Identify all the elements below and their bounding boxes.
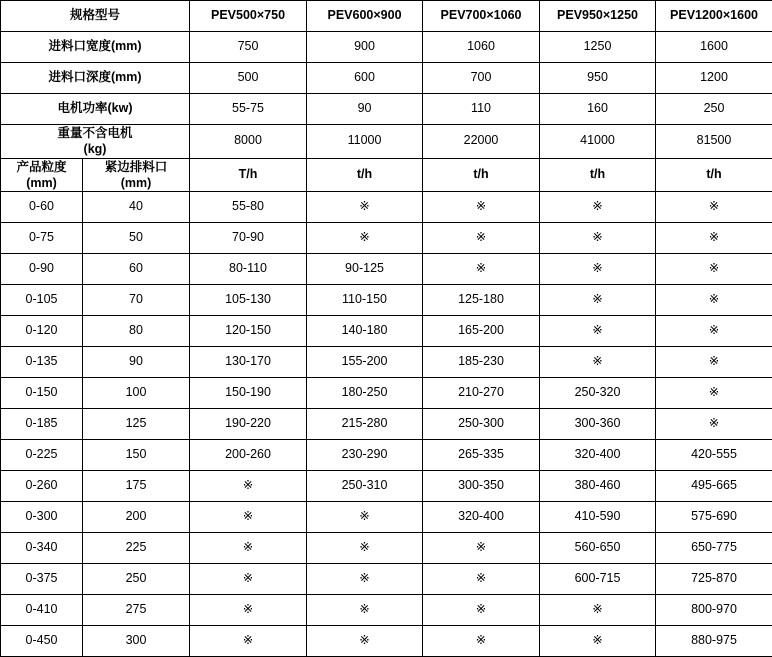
discharge-gap-value: 70 xyxy=(83,285,190,316)
table-row-feed-width xyxy=(1,32,772,63)
feed-depth-value-5: 1200 xyxy=(656,63,772,94)
capacity-cell-3: 210-270 xyxy=(423,378,540,409)
capacity-cell-1: 105-130 xyxy=(190,285,307,316)
capacity-cell-5: ※ xyxy=(656,254,772,285)
capacity-cell-3: 250-300 xyxy=(423,409,540,440)
discharge-gap-value: 80 xyxy=(83,316,190,347)
grain-size-value: 0-75 xyxy=(1,223,83,254)
capacity-cell-1: 55-80 xyxy=(190,192,307,223)
capacity-cell-5: 880-975 xyxy=(656,626,772,657)
capacity-cell-4: ※ xyxy=(540,192,656,223)
row-label-feed-width: 进料口宽度(mm) xyxy=(1,32,190,63)
capacity-cell-2: ※ xyxy=(307,502,423,533)
feed-width-value-3: 1060 xyxy=(423,32,540,63)
grain-size-header-line1: 产品粒度 xyxy=(1,159,82,175)
capacity-cell-3: ※ xyxy=(423,533,540,564)
discharge-gap-value: 50 xyxy=(83,223,190,254)
table-row xyxy=(1,347,772,378)
motor-power-value-4: 160 xyxy=(540,94,656,125)
discharge-gap-value: 125 xyxy=(83,409,190,440)
table-row xyxy=(1,502,772,533)
discharge-gap-value: 300 xyxy=(83,626,190,657)
discharge-gap-value: 200 xyxy=(83,502,190,533)
capacity-cell-3: ※ xyxy=(423,595,540,626)
grain-size-value: 0-60 xyxy=(1,192,83,223)
discharge-gap-value: 275 xyxy=(83,595,190,626)
grain-size-value: 0-375 xyxy=(1,564,83,595)
capacity-cell-1: ※ xyxy=(190,533,307,564)
table-row-motor-power xyxy=(1,94,772,125)
capacity-cell-4: 300-360 xyxy=(540,409,656,440)
table-row xyxy=(1,316,772,347)
feed-width-value-2: 900 xyxy=(307,32,423,63)
grain-size-value: 0-105 xyxy=(1,285,83,316)
capacity-cell-5: ※ xyxy=(656,223,772,254)
capacity-unit-4: t/h xyxy=(540,158,656,192)
capacity-cell-2: 140-180 xyxy=(307,316,423,347)
motor-power-value-2: 90 xyxy=(307,94,423,125)
weight-value-3: 22000 xyxy=(423,125,540,159)
discharge-gap-value: 60 xyxy=(83,254,190,285)
capacity-cell-2: 215-280 xyxy=(307,409,423,440)
discharge-gap-value: 175 xyxy=(83,471,190,502)
table-row xyxy=(1,223,772,254)
capacity-cell-1: ※ xyxy=(190,502,307,533)
capacity-cell-4: 250-320 xyxy=(540,378,656,409)
capacity-cell-2: ※ xyxy=(307,192,423,223)
feed-width-value-1: 750 xyxy=(190,32,307,63)
motor-power-value-1: 55-75 xyxy=(190,94,307,125)
capacity-cell-4: ※ xyxy=(540,595,656,626)
grain-size-value: 0-300 xyxy=(1,502,83,533)
capacity-cell-3: ※ xyxy=(423,254,540,285)
capacity-cell-2: 110-150 xyxy=(307,285,423,316)
feed-depth-value-1: 500 xyxy=(190,63,307,94)
capacity-cell-2: 230-290 xyxy=(307,440,423,471)
row-label-weight-line2: (kg) xyxy=(1,141,189,157)
capacity-cell-1: 70-90 xyxy=(190,223,307,254)
motor-power-value-5: 250 xyxy=(656,94,772,125)
capacity-cell-4: ※ xyxy=(540,626,656,657)
table-row xyxy=(1,254,772,285)
feed-depth-value-3: 700 xyxy=(423,63,540,94)
capacity-cell-1: 200-260 xyxy=(190,440,307,471)
table-row xyxy=(1,533,772,564)
discharge-gap-value: 150 xyxy=(83,440,190,471)
capacity-cell-3: ※ xyxy=(423,192,540,223)
capacity-cell-5: 650-775 xyxy=(656,533,772,564)
table-row xyxy=(1,409,772,440)
capacity-cell-1: 120-150 xyxy=(190,316,307,347)
table-row xyxy=(1,378,772,409)
table-row xyxy=(1,595,772,626)
capacity-cell-4: 320-400 xyxy=(540,440,656,471)
grain-size-value: 0-90 xyxy=(1,254,83,285)
discharge-gap-header xyxy=(83,158,190,192)
capacity-cell-5: ※ xyxy=(656,347,772,378)
motor-power-value-3: 110 xyxy=(423,94,540,125)
model-header-5: PEV1200×1600 xyxy=(656,1,772,32)
grain-size-value: 0-410 xyxy=(1,595,83,626)
table-row xyxy=(1,471,772,502)
model-header-2: PEV600×900 xyxy=(307,1,423,32)
capacity-cell-5: ※ xyxy=(656,409,772,440)
grain-size-header xyxy=(1,158,83,192)
capacity-cell-5: ※ xyxy=(656,285,772,316)
model-header-1: PEV500×750 xyxy=(190,1,307,32)
capacity-header-row xyxy=(1,158,772,192)
capacity-cell-5: 800-970 xyxy=(656,595,772,626)
table-row xyxy=(1,626,772,657)
capacity-cell-2: 155-200 xyxy=(307,347,423,378)
capacity-cell-3: ※ xyxy=(423,223,540,254)
capacity-cell-5: ※ xyxy=(656,316,772,347)
capacity-cell-5: 495-665 xyxy=(656,471,772,502)
table-row-weight xyxy=(1,125,772,159)
capacity-cell-4: ※ xyxy=(540,254,656,285)
table-header-row xyxy=(1,1,772,32)
capacity-cell-4: ※ xyxy=(540,285,656,316)
discharge-gap-value: 250 xyxy=(83,564,190,595)
grain-size-value: 0-340 xyxy=(1,533,83,564)
table-row xyxy=(1,440,772,471)
model-header-4: PEV950×1250 xyxy=(540,1,656,32)
capacity-unit-1: T/h xyxy=(190,158,307,192)
feed-width-value-4: 1250 xyxy=(540,32,656,63)
capacity-cell-3: 165-200 xyxy=(423,316,540,347)
feed-depth-value-4: 950 xyxy=(540,63,656,94)
weight-value-4: 41000 xyxy=(540,125,656,159)
feed-width-value-5: 1600 xyxy=(656,32,772,63)
capacity-cell-4: 560-650 xyxy=(540,533,656,564)
capacity-cell-4: 600-715 xyxy=(540,564,656,595)
capacity-cell-3: 125-180 xyxy=(423,285,540,316)
row-label-weight-line1: 重量不含电机 xyxy=(1,125,189,141)
capacity-cell-5: ※ xyxy=(656,378,772,409)
capacity-cell-2: ※ xyxy=(307,626,423,657)
capacity-unit-5: t/h xyxy=(656,158,772,192)
grain-size-value: 0-225 xyxy=(1,440,83,471)
capacity-cell-1: ※ xyxy=(190,595,307,626)
capacity-cell-2: 250-310 xyxy=(307,471,423,502)
discharge-gap-value: 90 xyxy=(83,347,190,378)
grain-size-value: 0-150 xyxy=(1,378,83,409)
capacity-cell-2: ※ xyxy=(307,533,423,564)
capacity-cell-4: ※ xyxy=(540,223,656,254)
capacity-cell-3: 300-350 xyxy=(423,471,540,502)
capacity-cell-1: 190-220 xyxy=(190,409,307,440)
capacity-cell-2: ※ xyxy=(307,223,423,254)
capacity-cell-4: ※ xyxy=(540,316,656,347)
capacity-cell-2: ※ xyxy=(307,595,423,626)
discharge-gap-header-line1: 紧边排料口 xyxy=(83,159,189,175)
model-header-3: PEV700×1060 xyxy=(423,1,540,32)
capacity-cell-3: ※ xyxy=(423,564,540,595)
feed-depth-value-2: 600 xyxy=(307,63,423,94)
discharge-gap-value: 225 xyxy=(83,533,190,564)
capacity-cell-3: 185-230 xyxy=(423,347,540,378)
capacity-unit-3: t/h xyxy=(423,158,540,192)
capacity-cell-5: ※ xyxy=(656,192,772,223)
capacity-cell-4: ※ xyxy=(540,347,656,378)
grain-size-value: 0-260 xyxy=(1,471,83,502)
grain-size-value: 0-135 xyxy=(1,347,83,378)
table-row xyxy=(1,564,772,595)
capacity-unit-2: t/h xyxy=(307,158,423,192)
row-label-weight xyxy=(1,125,190,159)
row-label-feed-depth: 进料口深度(mm) xyxy=(1,63,190,94)
weight-value-2: 11000 xyxy=(307,125,423,159)
capacity-cell-3: 265-335 xyxy=(423,440,540,471)
capacity-cell-5: 725-870 xyxy=(656,564,772,595)
capacity-cell-1: 80-110 xyxy=(190,254,307,285)
table-row-feed-depth xyxy=(1,63,772,94)
discharge-gap-value: 40 xyxy=(83,192,190,223)
capacity-cell-4: 380-460 xyxy=(540,471,656,502)
spec-header-label: 规格型号 xyxy=(1,1,190,32)
capacity-cell-5: 575-690 xyxy=(656,502,772,533)
grain-size-value: 0-185 xyxy=(1,409,83,440)
capacity-cell-1: 130-170 xyxy=(190,347,307,378)
table-row xyxy=(1,285,772,316)
grain-size-value: 0-120 xyxy=(1,316,83,347)
capacity-cell-4: 410-590 xyxy=(540,502,656,533)
capacity-cell-1: 150-190 xyxy=(190,378,307,409)
capacity-cell-1: ※ xyxy=(190,564,307,595)
capacity-cell-2: ※ xyxy=(307,564,423,595)
capacity-cell-5: 420-555 xyxy=(656,440,772,471)
weight-value-1: 8000 xyxy=(190,125,307,159)
capacity-cell-1: ※ xyxy=(190,471,307,502)
grain-size-value: 0-450 xyxy=(1,626,83,657)
weight-value-5: 81500 xyxy=(656,125,772,159)
capacity-cell-2: 180-250 xyxy=(307,378,423,409)
discharge-gap-value: 100 xyxy=(83,378,190,409)
capacity-cell-1: ※ xyxy=(190,626,307,657)
table-row xyxy=(1,192,772,223)
capacity-cell-2: 90-125 xyxy=(307,254,423,285)
capacity-cell-3: ※ xyxy=(423,626,540,657)
discharge-gap-header-line2: (mm) xyxy=(83,175,189,191)
grain-size-header-line2: (mm) xyxy=(1,175,82,191)
capacity-cell-3: 320-400 xyxy=(423,502,540,533)
row-label-motor-power: 电机功率(kw) xyxy=(1,94,190,125)
